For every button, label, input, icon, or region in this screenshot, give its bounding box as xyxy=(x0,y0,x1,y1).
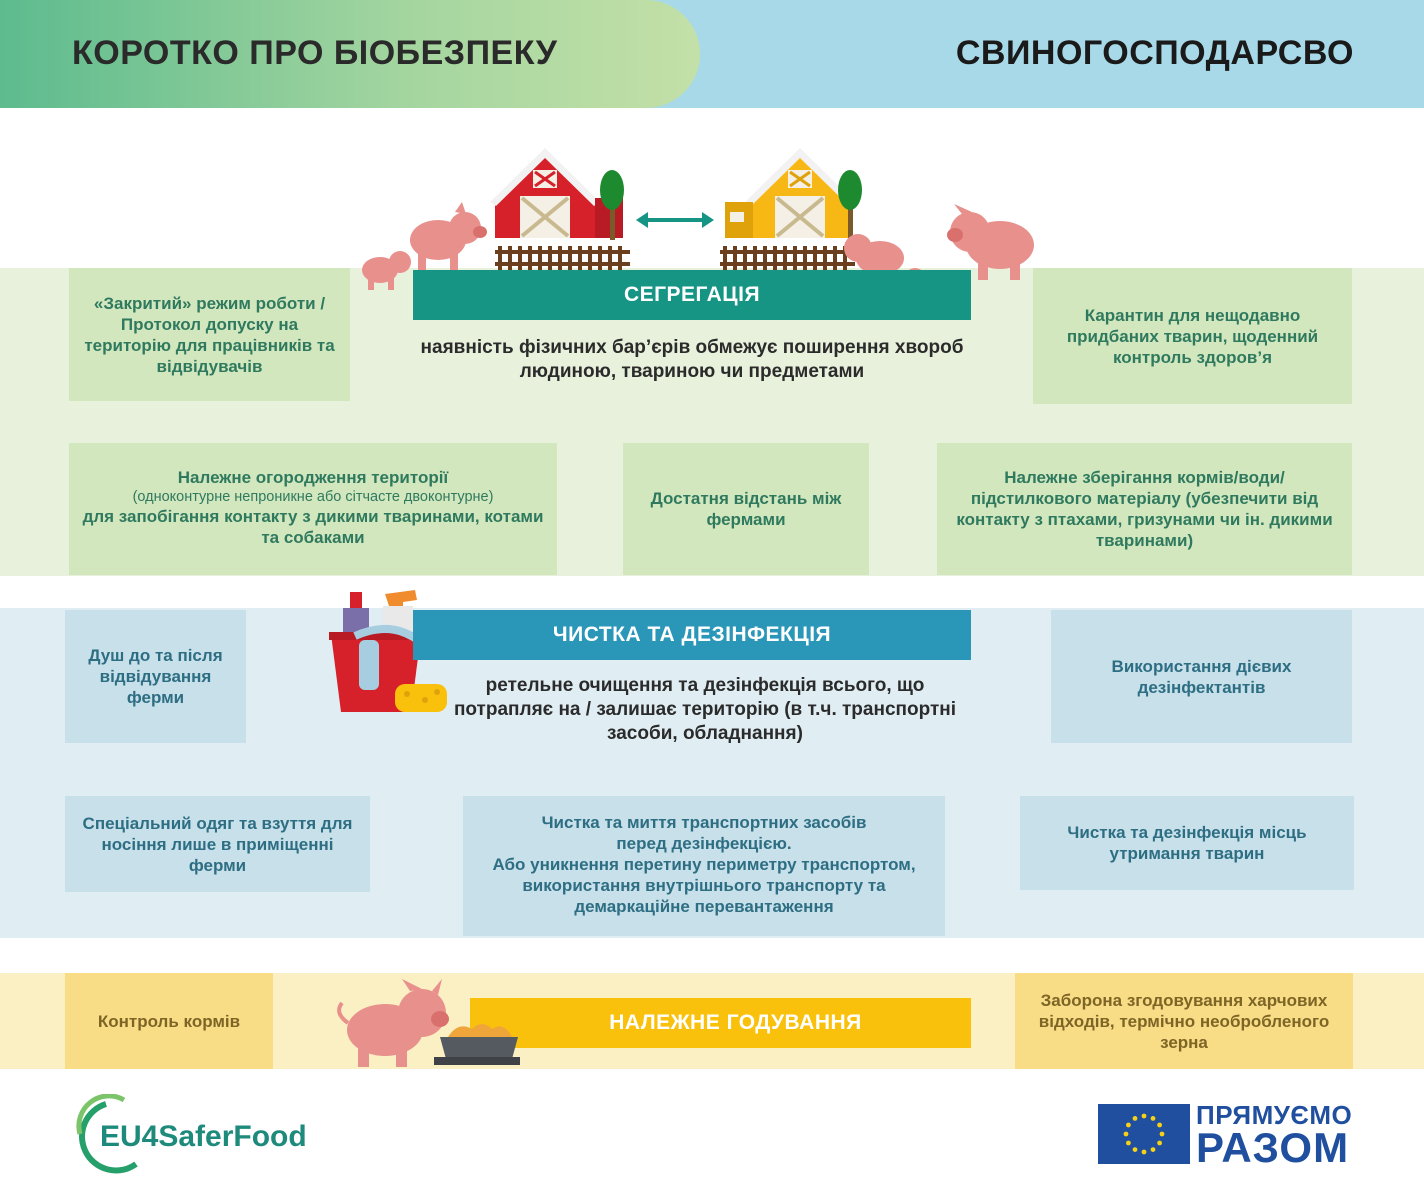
housing-box: Чистка та дезінфекція місць утримання тварин xyxy=(1020,796,1354,890)
header xyxy=(0,0,1424,108)
feed-control-box: Контроль кормів xyxy=(65,973,273,1069)
clothing-box: Спеціальний одяг та взуття для носіння лише в приміщенні ферми xyxy=(65,796,370,892)
storage-box: Належне зберігання кормів/води/підстилкового матеріалу (убезпечити від контакту з птахами, гризунами чи ін. дикими тваринами) xyxy=(937,443,1352,575)
feeding-title: НАЛЕЖНЕ ГОДУВАННЯ xyxy=(609,1011,862,1034)
vehicles-text-2: Або уникнення перетину периметру транспортом, використання внутрішнього транспорту та демаркаційне перевантаження xyxy=(492,855,916,916)
closed-mode-box: «Закритий» режим роботи / Протокол допуску на територію для працівників та відвідувачів xyxy=(69,268,350,401)
distance-box: Достатня відстань між фермами xyxy=(623,443,869,575)
disinfectants-box: Використання дієвих дезінфектантів xyxy=(1051,610,1352,743)
pig-icon xyxy=(362,251,411,290)
double-arrow-icon xyxy=(636,212,714,228)
quarantine-box: Карантин для нещодавно придбаних тварин, щоденний контроль здоров’я xyxy=(1033,268,1352,404)
pig-feeding-illustration xyxy=(330,975,530,1070)
page-title: КОРОТКО ПРО БІОБЕЗПЕКУ xyxy=(72,34,558,72)
cleaning-banner: ЧИСТКА ТА ДЕЗІНФЕКЦІЯ xyxy=(413,610,971,660)
eu4saferfood-logo-text: EU4SaferFood xyxy=(100,1120,307,1153)
pig-icon xyxy=(410,202,487,270)
feeding-banner xyxy=(470,998,971,1048)
feeding-ban-box: Заборона згодовування харчових відходів, термічно необробленого зерна xyxy=(1015,973,1353,1069)
shower-box: Душ до та після відвідування ферми xyxy=(65,610,246,743)
fencing-note-text: (одноконтурне непроникне або сітчасте двоконтурне) xyxy=(132,489,494,505)
cleaning-description: ретельне очищення та дезінфекція всього, що потрапляє на / залишає територію (в т.ч. транспортні засоби, обладнання) xyxy=(453,675,957,744)
razom-logo-text: РАЗОМ xyxy=(1196,1124,1350,1171)
page-subtitle: СВИНОГОСПОДАРСВО xyxy=(955,34,1354,72)
pryamuemo-logo-text: ПРЯМУЄМО xyxy=(1196,1100,1353,1130)
fencing-box xyxy=(69,443,557,575)
vehicles-text-1: Чистка та миття транспортних засобів перед дезінфекцією. xyxy=(541,813,867,853)
vehicles-box xyxy=(463,796,945,936)
segregation-banner: СЕГРЕГАЦІЯ xyxy=(413,270,971,320)
segregation-description: наявність фізичних бар’єрів обмежує поширення хвороб людиною, твариною чи предметами xyxy=(420,337,964,382)
eu-flag-icon xyxy=(1098,1104,1190,1164)
yellow-barn-icon xyxy=(725,148,855,238)
fencing-main-text: Належне огородження території xyxy=(177,468,449,487)
pig-icon xyxy=(947,204,1034,280)
fencing-rest-text: для запобігання контакту з дикими тваринами, котами та собаками xyxy=(82,507,544,547)
fence-icon xyxy=(495,246,630,270)
